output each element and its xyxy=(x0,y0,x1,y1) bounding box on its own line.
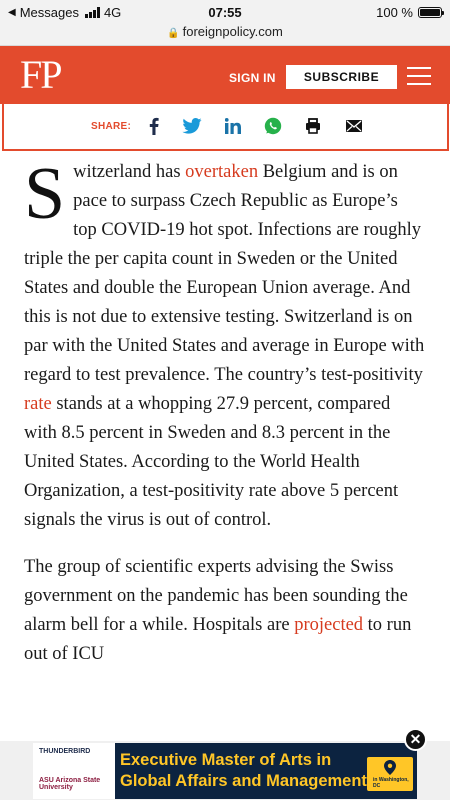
facebook-icon[interactable] xyxy=(147,116,161,136)
ad-location-text: in Washington, DC xyxy=(373,777,409,789)
print-icon[interactable] xyxy=(304,116,322,136)
network-type: 4G xyxy=(103,5,122,20)
email-icon[interactable] xyxy=(345,116,363,136)
p2-text-a: The group of scientific experts advising the Swiss government on the pandemic has been sounding the alarm bell for a while. Hospitals are xyxy=(24,557,408,635)
ios-status-bar xyxy=(0,0,450,46)
link-overtaken[interactable]: overtaken xyxy=(185,162,259,182)
share-bar xyxy=(2,104,449,151)
linkedin-icon[interactable] xyxy=(223,116,243,136)
close-icon[interactable]: ✕ xyxy=(404,728,427,751)
p1-text-b: Belgium and is on pace to surpass Czech Republic as Europe’s top COVID-19 hot spot. Infections are roughly triple the per capita count in Sweden or the United States and double the European Union average. And this is not due to extensive testing. Switzerland is on par with the United States and average in Europe with regard to test prevalence. The country’s test-positivity xyxy=(24,162,425,385)
link-projected[interactable]: projected xyxy=(294,615,364,635)
map-pin-icon xyxy=(384,760,396,775)
link-rate[interactable]: rate xyxy=(24,394,52,414)
lock-icon: 🔒 xyxy=(167,28,180,39)
whatsapp-icon[interactable] xyxy=(263,116,283,136)
paragraph-1 xyxy=(24,153,426,535)
hamburger-menu-icon[interactable] xyxy=(407,67,431,87)
battery-percent: 100 % xyxy=(376,5,413,20)
p2-text-b: to run out of ICU xyxy=(24,615,412,664)
ad-banner[interactable] xyxy=(0,741,450,800)
ad-sponsor-logos xyxy=(33,743,115,799)
subscribe-button[interactable]: SUBSCRIBE xyxy=(286,65,397,89)
url-domain: foreignpolicy.com xyxy=(182,24,283,39)
address-bar[interactable] xyxy=(0,24,450,39)
drop-cap: S xyxy=(24,153,66,235)
share-label: SHARE: xyxy=(91,121,132,132)
clock: 07:55 xyxy=(208,5,242,20)
p1-text-a: witzerland has xyxy=(73,162,186,182)
ad-headline xyxy=(120,750,367,792)
sign-in-link[interactable]: SIGN IN xyxy=(229,71,276,85)
back-label: Messages xyxy=(19,5,79,20)
fp-logo[interactable]: FP xyxy=(20,52,61,97)
twitter-icon[interactable] xyxy=(181,116,203,136)
ad-location-badge xyxy=(367,757,413,791)
paragraph-2 xyxy=(24,553,426,669)
ad-headline-line-1: Executive Master of Arts in xyxy=(120,751,332,769)
ad-headline-box[interactable] xyxy=(115,743,417,799)
asu-logo: ASU Arizona State University xyxy=(39,777,101,791)
article-body xyxy=(24,153,426,687)
battery-icon xyxy=(418,7,442,18)
site-header xyxy=(0,46,450,104)
back-arrow-icon: ◀ xyxy=(8,7,16,18)
thunderbird-logo: THUNDERBIRD xyxy=(39,748,91,755)
p1-text-c: stands at a whopping 27.9 percent, compared with 8.5 percent in Sweden and 8.3 percent in the United States. According to the World Health Organization, a test-positivity rate above 5 percent signals the virus is out of control. xyxy=(24,394,399,530)
ad-headline-line-2: Global Affairs and Management xyxy=(120,772,367,790)
